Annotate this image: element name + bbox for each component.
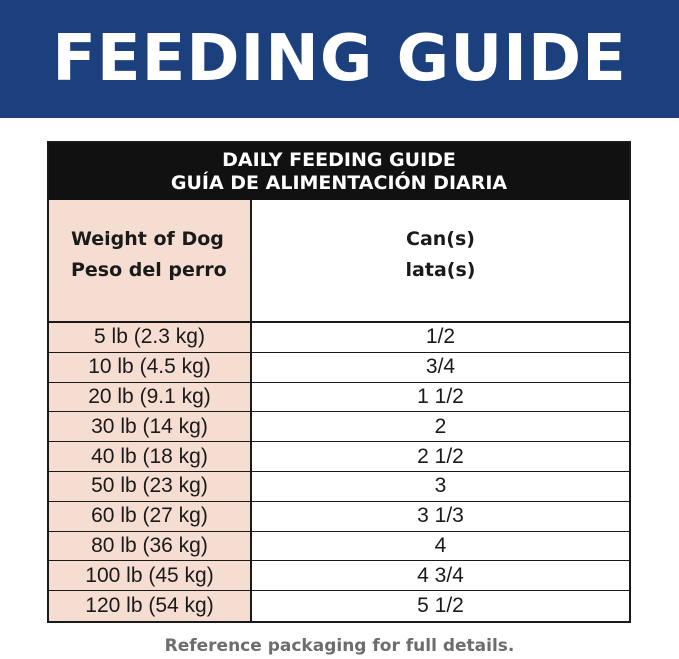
cans-cell: 4 (252, 532, 629, 561)
feeding-guide-banner (0, 0, 679, 118)
table-title (49, 143, 629, 200)
weight-cell: 120 lb (54 kg) (49, 591, 252, 621)
weight-cell: 20 lb (9.1 kg) (49, 383, 252, 412)
cans-header-english: Can(s) (406, 228, 475, 250)
table-title-english: DAILY FEEDING GUIDE (222, 149, 456, 171)
weight-header-english: Weight of Dog (71, 228, 224, 250)
table-row (49, 323, 629, 353)
cans-cell: 1/2 (252, 323, 629, 352)
cans-cell: 3 1/3 (252, 502, 629, 531)
table-row (49, 502, 629, 532)
feeding-guide-table (47, 141, 631, 623)
banner-title: FEEDING GUIDE (52, 22, 627, 96)
cans-cell: 3/4 (252, 353, 629, 382)
cans-header-spanish: lata(s) (405, 259, 476, 281)
table-row (49, 412, 629, 442)
table-body (49, 323, 629, 621)
weight-cell: 30 lb (14 kg) (49, 412, 252, 441)
table-row (49, 353, 629, 383)
weight-cell: 10 lb (4.5 kg) (49, 353, 252, 382)
reference-footnote: Reference packaging for full details. (164, 636, 515, 656)
cans-cell: 4 3/4 (252, 561, 629, 590)
weight-cell: 100 lb (45 kg) (49, 561, 252, 590)
table-row (49, 472, 629, 502)
weight-cell: 60 lb (27 kg) (49, 502, 252, 531)
weight-cell: 50 lb (23 kg) (49, 472, 252, 501)
table-row (49, 383, 629, 413)
table-row (49, 532, 629, 562)
cans-cell: 3 (252, 472, 629, 501)
cans-cell: 2 1/2 (252, 442, 629, 471)
cans-cell: 5 1/2 (252, 591, 629, 621)
weight-cell: 5 lb (2.3 kg) (49, 323, 252, 352)
table-row (49, 561, 629, 591)
cans-column-header (252, 200, 629, 321)
table-title-spanish: GUÍA DE ALIMENTACIÓN DIARIA (170, 172, 508, 194)
weight-cell: 80 lb (36 kg) (49, 532, 252, 561)
table-row (49, 591, 629, 621)
cans-cell: 2 (252, 412, 629, 441)
weight-cell: 40 lb (18 kg) (49, 442, 252, 471)
weight-column-header (49, 200, 252, 321)
cans-cell: 1 1/2 (252, 383, 629, 412)
column-header-row (49, 200, 629, 323)
weight-header-spanish: Peso del perro (71, 259, 227, 281)
table-row (49, 442, 629, 472)
